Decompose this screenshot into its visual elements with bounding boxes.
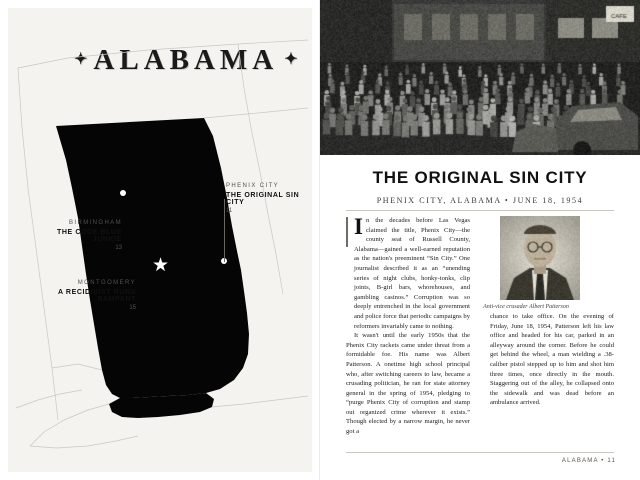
- right-page: [320, 0, 640, 480]
- article-headline: THE ORIGINAL SIN CITY: [372, 168, 588, 187]
- article-column-one: [346, 216, 470, 437]
- callout-story-phenix-city: THE ORIGINAL SIN CITY: [226, 192, 300, 206]
- callout-montgomery[interactable]: [20, 280, 136, 311]
- callout-story-montgomery: A RECIDIVIST RUNS RAMPANT: [57, 289, 136, 303]
- street-crowd-photo-canvas: [320, 0, 640, 155]
- callout-page-montgomery: 15: [129, 305, 136, 311]
- street-crowd-photo: [320, 0, 640, 155]
- callout-page-phenix-city: 11: [226, 208, 233, 214]
- left-page-paper: [8, 8, 312, 472]
- callout-phenix-city[interactable]: [226, 183, 306, 214]
- article-dek: PHENIX CITY, ALABAMA • JUNE 18, 1954: [376, 196, 584, 205]
- article-paragraph-1: [346, 216, 470, 331]
- dropcap-rule: [346, 217, 348, 247]
- city-star-montgomery: ★: [152, 255, 170, 276]
- article-paragraph-2: It wasn't until the early 1950s that the Phenix City rackets came under threat from a formidable foe. His name was Albert Patterson. A onetime high school principal who, after switching careers to law, became a crusading politician, he ran for state attorney general in the spring of 1954, pledging to “purge Phenix City of corruption and stamp out organized crime wherever it exists.” Though elected by a narrow margin, he never got a: [346, 332, 470, 436]
- callout-birmingham[interactable]: [30, 220, 122, 251]
- ornament-right-icon: ✦: [284, 51, 298, 68]
- ornament-left-icon: ✦: [74, 51, 88, 68]
- patterson-portrait: [500, 216, 580, 300]
- patterson-portrait-canvas: [500, 216, 580, 300]
- article-column-two: [490, 312, 614, 408]
- callout-city-phenix-city: PHENIX CITY: [226, 183, 280, 189]
- state-title-text: ALABAMA: [93, 44, 279, 76]
- folio-rule: [346, 452, 614, 453]
- dropcap-letter: I: [354, 214, 363, 239]
- callout-story-birmingham: THE CODE BLUE JUNKIE: [57, 229, 122, 243]
- callout-city-birmingham: BIRMINGHAM: [69, 220, 122, 226]
- article-paragraph-3: chance to take office. On the evening of Friday, June 18, 1954, Patterson left his law office and headed for his car, parked in an alleyway around the corner. Before he could get behind the wheel, a man wielding a .38-caliber pistol stepped up to him and shot him three times, once directly in the mouth. Staggering out of the alley, he collapsed onto the sidewalk and was dead before an ambulance arrived.: [490, 313, 614, 407]
- callout-page-birmingham: 13: [115, 245, 122, 251]
- headline-rule: [346, 210, 614, 211]
- city-dot-phenix-city: [120, 190, 126, 196]
- leader-line-phenix-city: [224, 199, 225, 262]
- portrait-caption: Anti-vice crusader Albert Patterson: [483, 304, 569, 310]
- article-paragraph-1-text: n the decades before Las Vegas claimed the title, Phenix City—the county seat of Russell County, Alabama—gained a well-earned reputation as the nation's preeminent “Sin City.” One journalist described it as an “unending series of night clubs, honky-tonks, clip joints, B-girl bars, whorehouses, and gambling casinos.” Corruption was so deeply entrenched in the local government and police force that periodic campaigns by reformers invariably came to nothing.: [354, 217, 470, 330]
- callout-city-montgomery: MONTGOMERY: [77, 280, 136, 286]
- folio: ALABAMA • 11: [561, 458, 616, 464]
